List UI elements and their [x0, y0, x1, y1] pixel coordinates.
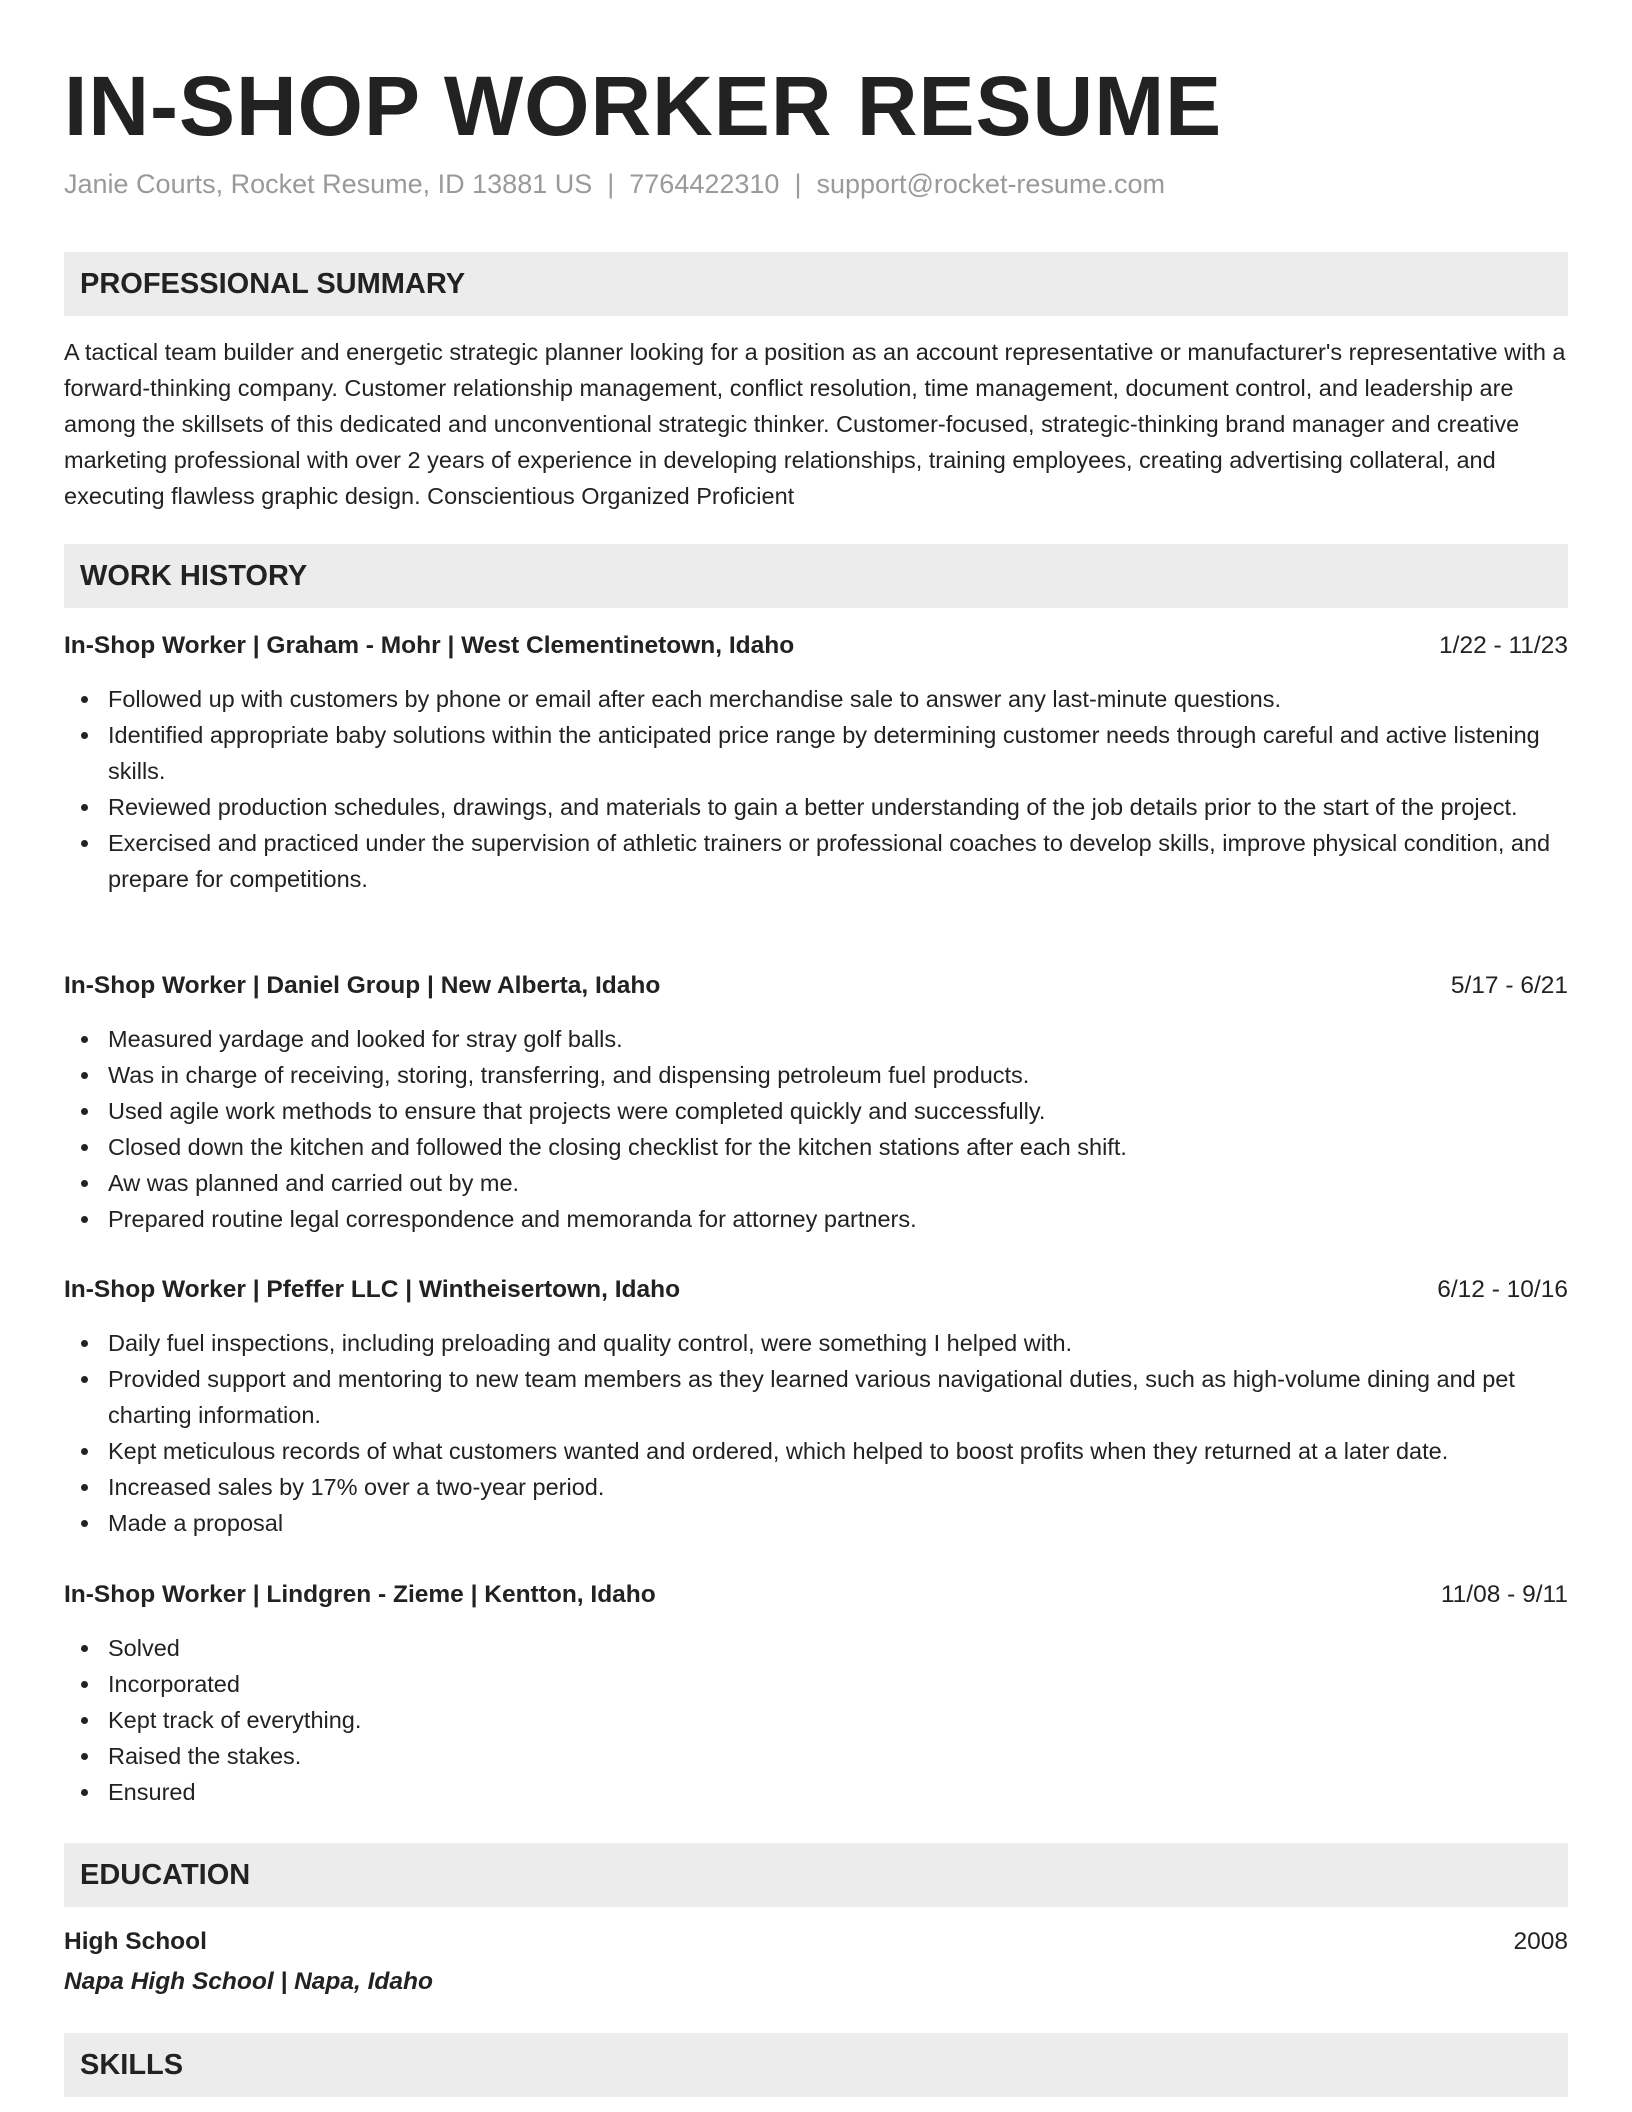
education-header	[64, 1922, 1568, 1962]
job-bullet: Provided support and mentoring to new team members as they learned various navigational duties, such as high-volume dining and pet charting information.	[108, 1361, 1568, 1433]
contact-line	[64, 164, 1165, 204]
job-bullet: Identified appropriate baby solutions within the anticipated price range by determining customer needs through careful and active listening skills.	[108, 717, 1568, 789]
contact-phone: 7764422310	[629, 169, 780, 199]
contact-separator: |	[607, 169, 615, 199]
job-dates: 11/08 - 9/11	[1440, 1581, 1568, 1608]
contact-separator: |	[794, 169, 802, 199]
job-title: In-Shop Worker | Graham - Mohr | West Clementinetown, Idaho	[64, 632, 795, 659]
contact-email: support@rocket-resume.com	[816, 169, 1165, 199]
job-dates: 6/12 - 10/16	[1437, 1276, 1568, 1303]
job-header	[64, 626, 1568, 666]
job-title: In-Shop Worker | Lindgren - Zieme | Kentton, Idaho	[64, 1581, 656, 1608]
job-dates: 1/22 - 11/23	[1439, 632, 1568, 659]
job-title: In-Shop Worker | Daniel Group | New Alberta, Idaho	[64, 972, 661, 999]
job-bullet: Reviewed production schedules, drawings, and materials to gain a better understanding of the job details prior to the start of the project.	[108, 789, 1568, 825]
job-header	[64, 1270, 1568, 1310]
job-bullet: Raised the stakes.	[108, 1738, 1568, 1774]
job-bullet: Closed down the kitchen and followed the closing checklist for the kitchen stations after each shift.	[108, 1129, 1568, 1165]
job-title: In-Shop Worker | Pfeffer LLC | Wintheisertown, Idaho	[64, 1276, 681, 1303]
job-bullet: Increased sales by 17% over a two-year period.	[108, 1469, 1568, 1505]
job-bullet: Exercised and practiced under the supervision of athletic trainers or professional coaches to develop skills, improve physical condition, and prepare for competitions.	[108, 825, 1568, 897]
education-year: 2008	[1513, 1928, 1568, 1955]
education-degree: High School	[64, 1928, 207, 1955]
job-bullet: Used agile work methods to ensure that projects were completed quickly and successfully.	[108, 1093, 1568, 1129]
job-bullet: Aw was planned and carried out by me.	[108, 1165, 1568, 1201]
job-bullet-list	[64, 1021, 1568, 1237]
summary-text: A tactical team builder and energetic strategic planner looking for a position as an account representative or manufacturer's representative with a forward-thinking company. Customer relationship management, conflict resolution, time management, document control, and leadership are among the skillsets of this dedicated and unconventional strategic thinker. Customer-focused, strategic-thinking brand manager and creative marketing professional with over 2 years of experience in developing relationships, training employees, creating advertising collateral, and executing flawless graphic design. Conscientious Organized Proficient	[64, 339, 1566, 509]
job-bullet: Was in charge of receiving, storing, transferring, and dispensing petroleum fuel products.	[108, 1057, 1568, 1093]
job-bullet: Kept meticulous records of what customers wanted and ordered, which helped to boost profits when they returned at a later date.	[108, 1433, 1568, 1469]
job-bullet: Made a proposal	[108, 1505, 1568, 1541]
job-bullet: Ensured	[108, 1774, 1568, 1810]
education-school: Napa High School | Napa, Idaho	[64, 1968, 433, 1995]
resume-title: IN-SHOP WORKER RESUME	[64, 59, 1223, 153]
job-bullet: Kept track of everything.	[108, 1702, 1568, 1738]
job-bullet: Measured yardage and looked for stray golf balls.	[108, 1021, 1568, 1057]
job-bullet: Prepared routine legal correspondence and memoranda for attorney partners.	[108, 1201, 1568, 1237]
job-bullet: Incorporated	[108, 1666, 1568, 1702]
job-dates: 5/17 - 6/21	[1450, 972, 1568, 999]
job-bullet: Daily fuel inspections, including preloading and quality control, were something I helped with.	[108, 1325, 1568, 1361]
section-header-professional-summary: PROFESSIONAL SUMMARY	[64, 252, 1568, 316]
job-header	[64, 1575, 1568, 1615]
job-bullet-list	[64, 1630, 1568, 1810]
section-header-work-history: WORK HISTORY	[64, 544, 1568, 608]
contact-address: Janie Courts, Rocket Resume, ID 13881 US	[64, 169, 593, 199]
job-bullet: Solved	[108, 1630, 1568, 1666]
section-header-education: EDUCATION	[64, 1843, 1568, 1907]
job-bullet-list	[64, 1325, 1568, 1541]
job-bullet: Followed up with customers by phone or email after each merchandise sale to answer any last-minute questions.	[108, 681, 1568, 717]
section-header-skills: SKILLS	[64, 2033, 1568, 2097]
job-header	[64, 966, 1568, 1006]
job-bullet-list	[64, 681, 1568, 897]
